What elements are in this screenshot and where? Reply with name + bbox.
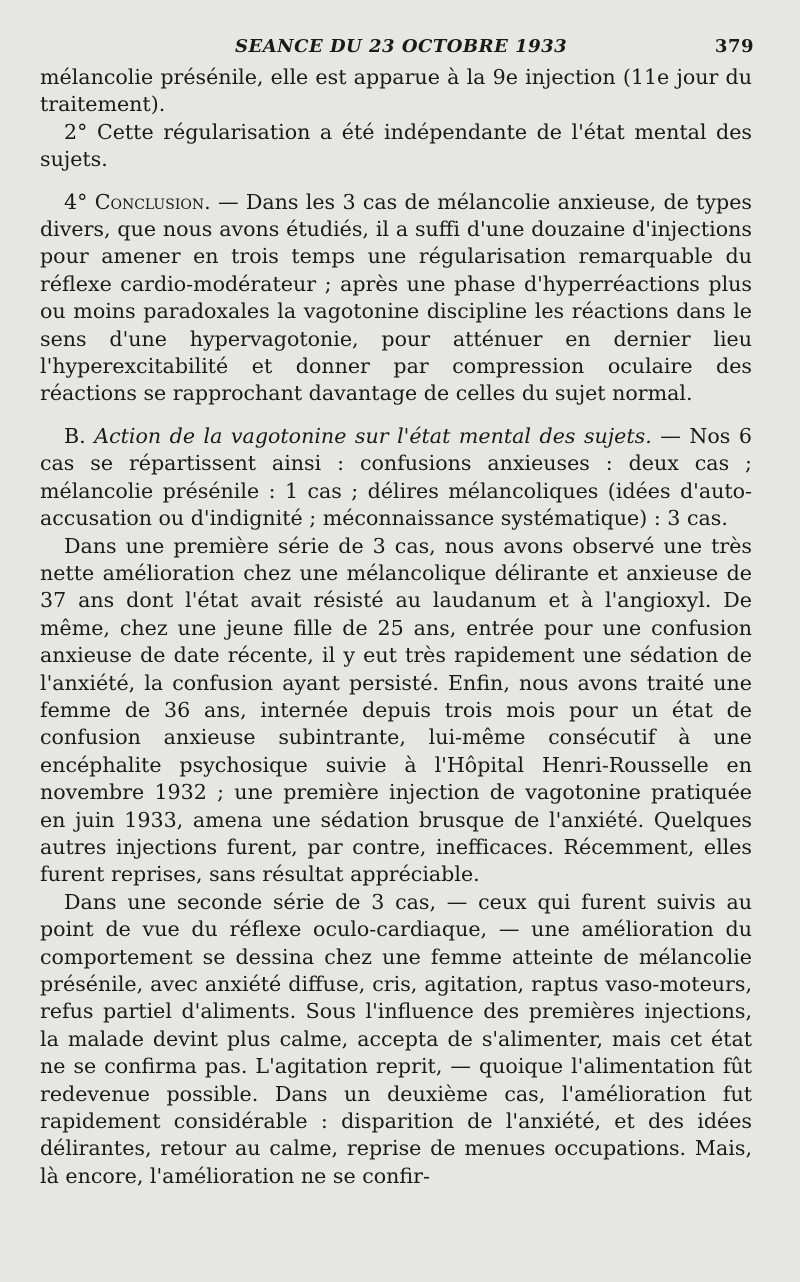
section-b-heading: Action de la vagotonine sur l'état mental des sujets. xyxy=(94,423,652,448)
page-number: 379 xyxy=(714,36,754,57)
running-title: SEANCE DU 23 OCTOBRE 1933 xyxy=(235,36,568,57)
running-header xyxy=(40,30,752,64)
conclusion-heading: 4° Conclusion. xyxy=(64,189,211,214)
paragraph-conclusion xyxy=(40,189,752,408)
paragraph-point-2: 2° Cette régularisation a été indépendante de l'état mental des sujets. xyxy=(40,119,752,172)
body-text xyxy=(40,64,752,1190)
paragraph-second-series: Dans une seconde série de 3 cas, — ceux qui furent suivis au point de vue du réflexe oculo-cardiaque, — une amélioration du comportement se dessina chez une femme atteinte de mélancolie présénile, avec anxiété diffuse, cris, agitation, raptus vaso-moteurs, refus partiel d'aliments. Sous l'influence des premières injections, la malade devint plus calme, accepta de s'alimenter, mais cet état ne se confirma pas. L'agitation reprit, — quoique l'alimentation fût redevenue possible. Dans un deuxième cas, l'amélioration fut rapidement considérable : disparition de l'anxiété, et des idées délirantes, retour au calme, reprise de menues occupations. Mais, là encore, l'amélioration ne se confir- xyxy=(40,889,752,1188)
section-b-label: B. xyxy=(64,423,95,448)
conclusion-text: — Dans les 3 cas de mélancolie anxieuse, de types divers, que nous avons étudiés, il a suffi d'une douzaine d'injections pour amener en trois temps une régularisation remarquable du réflexe cardio-modérateur ; après une phase d'hyperréactions plus ou moins paradoxales la vagotonine discipline les réactions dans le sens d'une hypervagotonie, pour atténuer en dernier lieu l'hyperexcitabilité et donner par compression oculaire des réactions se rapprochant davantage de celles du sujet normal. xyxy=(40,189,753,406)
paragraph-section-b xyxy=(40,423,752,533)
paragraph-first-series: Dans une première série de 3 cas, nous avons observé une très nette amélioration chez une mélancolique délirante et anxieuse de 37 ans dont l'état avait résisté au laudanum et à l'angioxyl. De même, chez une jeune fille de 25 ans, entrée pour une confusion anxieuse de date récente, il y eut très rapidement une sédation de l'anxiété, la confusion ayant persisté. Enfin, nous avons traité une femme de 36 ans, internée depuis trois mois pour un état de confusion anxieuse subintrante, lui-même consécutif à une encéphalite psychosique suivie à l'Hôpital Henri-Rousselle en novembre 1932 ; une première injection de vagotonine pratiquée en juin 1933, amena une sédation brusque de l'anxiété. Quelques autres injections furent, par contre, inefficaces. Récemment, elles furent reprises, sans résultat appréciable. xyxy=(40,533,752,887)
section-b-text: — Nos 6 cas se répartissent ainsi : confusions anxieuses : deux cas ; mélancolie présénile : 1 cas ; délires mélancoliques (idées d'auto-accusation ou d'indignité ; méconnaissance systématique) : 3 cas. xyxy=(40,423,752,531)
paragraph-continuation: mélancolie présénile, elle est apparue à la 9e injection (11e jour du traitement). xyxy=(40,65,752,117)
